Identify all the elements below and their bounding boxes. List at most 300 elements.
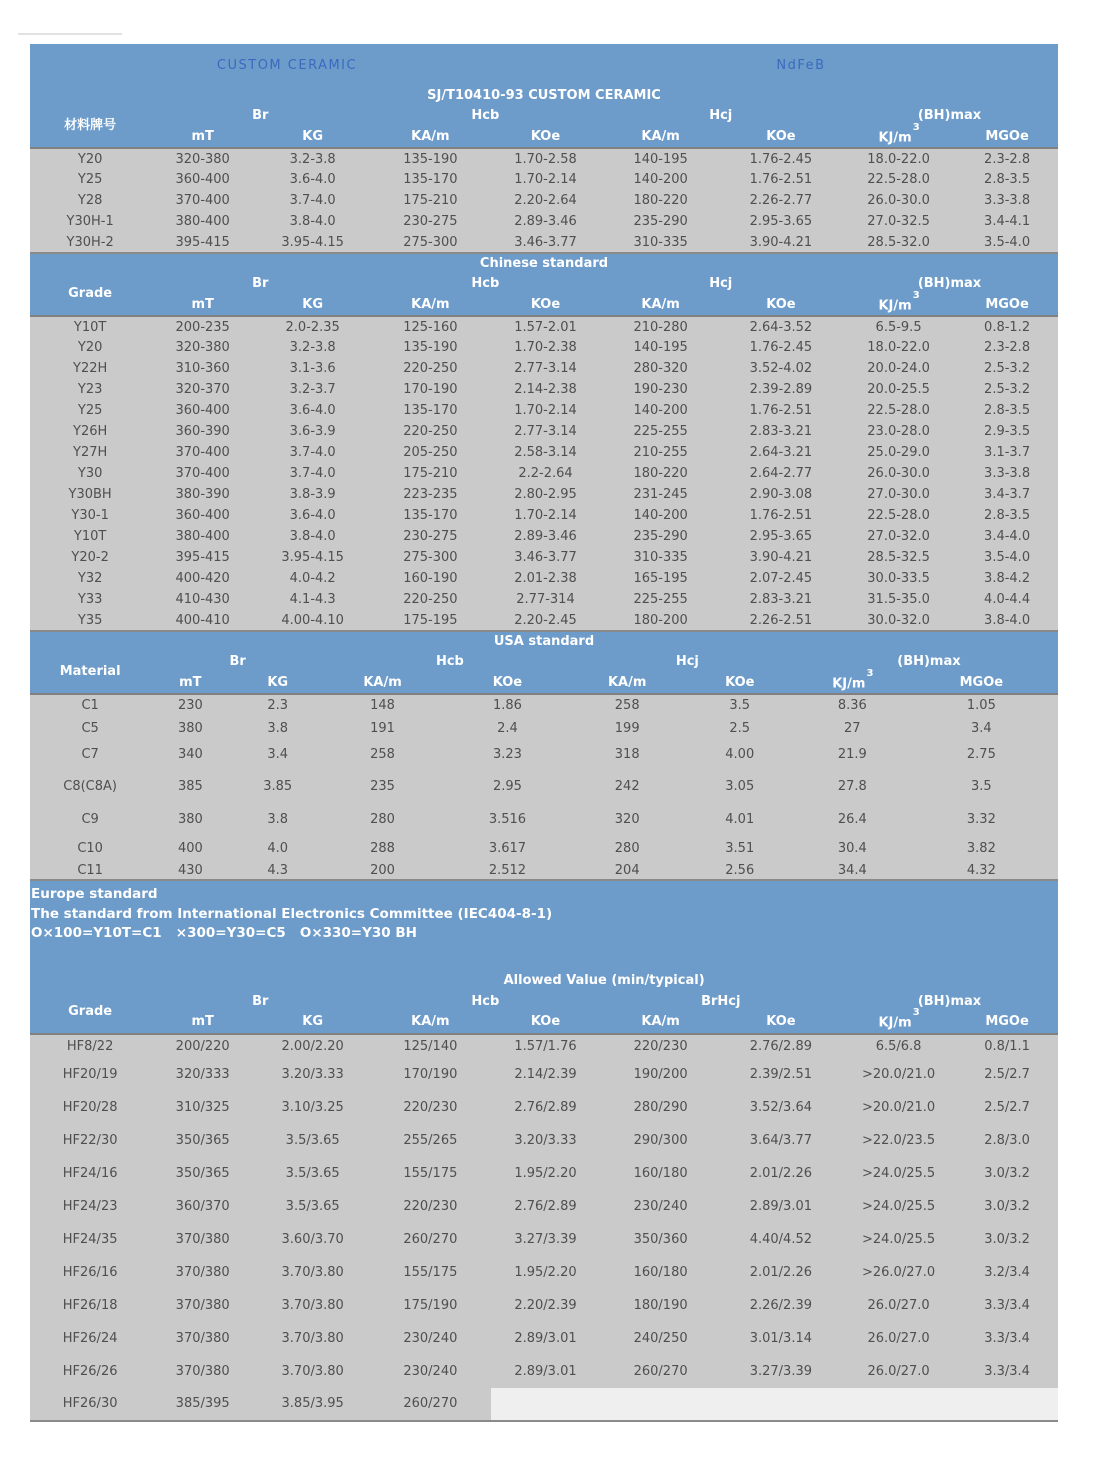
data-cell: 3.4 (905, 716, 1058, 740)
data-cell: 3.5/3.65 (255, 1124, 370, 1157)
data-cell: Y20 (30, 148, 150, 169)
data-cell: 2.3-2.8 (956, 148, 1058, 169)
table-row (30, 610, 1058, 631)
data-cell: 148 (325, 694, 440, 716)
data-cell: 26.0/27.0 (841, 1322, 956, 1355)
group-header-hcj: Hcj (600, 106, 841, 127)
group-header-brhcj: BrHcj (600, 992, 841, 1013)
data-cell: 3.5/3.65 (255, 1157, 370, 1190)
unit-header-kam: KA/m (600, 1013, 720, 1034)
ndfeb-link[interactable]: NdFeB (776, 57, 826, 73)
data-cell: 3.5-4.0 (956, 232, 1058, 253)
data-cell: 220/230 (600, 1034, 720, 1058)
table-row (30, 1289, 1058, 1322)
data-cell: 190/200 (600, 1058, 720, 1091)
data-cell: 220/230 (370, 1190, 490, 1223)
data-cell: 2.5 (680, 716, 800, 740)
data-cell: 3.70/3.80 (255, 1256, 370, 1289)
data-cell: 140-200 (600, 169, 720, 190)
data-cell: 2.00/2.20 (255, 1034, 370, 1058)
data-cell: HF24/23 (30, 1190, 150, 1223)
data-cell: 2.14-2.38 (491, 379, 601, 400)
table-title: Chinese standard (30, 254, 1058, 274)
data-cell: 3.10/3.25 (255, 1091, 370, 1124)
data-cell: Y30H-2 (30, 232, 150, 253)
table-sjt10410-custom-ceramic (30, 86, 1058, 254)
table-row (30, 400, 1058, 421)
data-cell: 400-420 (150, 568, 255, 589)
data-cell: 26.0-30.0 (841, 190, 956, 211)
data-cell: 3.3/3.4 (956, 1355, 1058, 1388)
data-cell: 3.6-4.0 (255, 400, 370, 421)
unit-header-koe: KOe (491, 127, 601, 148)
data-cell: 4.3 (230, 862, 325, 880)
data-cell: 370-400 (150, 190, 255, 211)
data-cell: Y26H (30, 421, 150, 442)
data-cell: >24.0/25.5 (841, 1223, 956, 1256)
data-cell: 3.8 (230, 716, 325, 740)
data-cell: 180-200 (600, 610, 720, 631)
empty-cell (721, 1388, 841, 1421)
data-cell: 370-400 (150, 463, 255, 484)
data-cell: 1.05 (905, 694, 1058, 716)
data-cell: 3.90-4.21 (721, 547, 841, 568)
data-cell: 1.57/1.76 (491, 1034, 601, 1058)
data-cell: 3.95-4.15 (255, 547, 370, 568)
top-nav-left (30, 44, 544, 86)
group-header-hcb: Hcb (370, 106, 600, 127)
data-cell: 3.6-4.0 (255, 169, 370, 190)
table-chinese-standard (30, 254, 1058, 632)
data-cell: 395-415 (150, 232, 255, 253)
data-cell: HF22/30 (30, 1124, 150, 1157)
data-cell: 370/380 (150, 1355, 255, 1388)
table-usa-standard (30, 632, 1058, 881)
data-cell: 2.89/3.01 (491, 1322, 601, 1355)
data-cell: 3.4-4.1 (956, 211, 1058, 232)
data-cell: 0.8/1.1 (956, 1034, 1058, 1058)
table-row (30, 862, 1058, 880)
unit-header-kjm3: $KJ/m^3$ (841, 127, 956, 148)
data-cell: 3.4 (230, 740, 325, 768)
table-row (30, 337, 1058, 358)
data-cell: 3.0/3.2 (956, 1157, 1058, 1190)
unit-header-koe: KOe (721, 1013, 841, 1034)
data-cell: 27.0-30.0 (841, 484, 956, 505)
data-cell: 3.1-3.6 (255, 358, 370, 379)
unit-header-mgoe: MGOe (956, 127, 1058, 148)
unit-header-kjm3: $KJ/m^3$ (841, 295, 956, 316)
data-cell: 8.36 (800, 694, 905, 716)
data-cell: 3.2-3.8 (255, 337, 370, 358)
data-cell: 430 (150, 862, 230, 880)
data-cell: 2.20/2.39 (491, 1289, 601, 1322)
data-cell: 1.76-2.45 (721, 148, 841, 169)
data-cell: 2.77-3.14 (491, 421, 601, 442)
table-allowed-value (30, 972, 1058, 1422)
data-cell: 3.85 (230, 768, 325, 804)
data-cell: 3.95-4.15 (255, 232, 370, 253)
unit-header-kg: KG (230, 673, 325, 694)
data-cell: 170-190 (370, 379, 490, 400)
data-cell: C8(C8A) (30, 768, 150, 804)
data-cell: 205-250 (370, 442, 490, 463)
data-cell: 2.76/2.89 (721, 1034, 841, 1058)
data-cell: 180-220 (600, 463, 720, 484)
data-cell: Y30BH (30, 484, 150, 505)
data-cell: 350/360 (600, 1223, 720, 1256)
table-row (30, 1034, 1058, 1058)
data-cell: 395-415 (150, 547, 255, 568)
data-cell: HF20/19 (30, 1058, 150, 1091)
data-cell: >26.0/27.0 (841, 1256, 956, 1289)
unit-header-koe: KOe (721, 295, 841, 316)
data-cell: 3.70/3.80 (255, 1322, 370, 1355)
table-title: USA standard (30, 632, 1058, 652)
table-row (30, 1223, 1058, 1256)
data-cell: 22.5-28.0 (841, 400, 956, 421)
group-header-hcb: Hcb (325, 652, 575, 673)
table-row (30, 484, 1058, 505)
data-cell: HF26/18 (30, 1289, 150, 1322)
data-cell: 240/250 (600, 1322, 720, 1355)
data-cell: 3.5-4.0 (956, 547, 1058, 568)
data-cell: 175/190 (370, 1289, 490, 1322)
data-cell: 385/395 (150, 1388, 255, 1421)
data-cell: 225-255 (600, 589, 720, 610)
data-cell: 180/190 (600, 1289, 720, 1322)
data-cell: 191 (325, 716, 440, 740)
table-row (30, 232, 1058, 253)
data-cell: 2.8-3.5 (956, 505, 1058, 526)
data-cell: >20.0/21.0 (841, 1091, 956, 1124)
data-cell: 180-220 (600, 190, 720, 211)
data-cell: 3.5/3.65 (255, 1190, 370, 1223)
top-nav-right (544, 44, 1058, 86)
data-cell: >24.0/25.5 (841, 1190, 956, 1223)
data-cell: 2.64-3.21 (721, 442, 841, 463)
data-cell: 200/220 (150, 1034, 255, 1058)
data-cell: 2.5/2.7 (956, 1091, 1058, 1124)
data-cell: 235-290 (600, 526, 720, 547)
data-cell: 3.20/3.33 (491, 1124, 601, 1157)
data-cell: Y25 (30, 169, 150, 190)
data-cell: 18.0-22.0 (841, 148, 956, 169)
data-cell: 310-335 (600, 232, 720, 253)
data-cell: 235 (325, 768, 440, 804)
data-cell: C1 (30, 694, 150, 716)
data-cell: 4.0-4.4 (956, 589, 1058, 610)
data-cell: 2.95-3.65 (721, 211, 841, 232)
group-header-bhmax: (BH)max (841, 274, 1058, 295)
data-cell: 3.2/3.4 (956, 1256, 1058, 1289)
data-cell: 288 (325, 834, 440, 862)
data-cell: 370-400 (150, 442, 255, 463)
data-cell: 231-245 (600, 484, 720, 505)
data-cell: 175-195 (370, 610, 490, 631)
data-cell: 20.0-25.5 (841, 379, 956, 400)
data-cell: 26.0/27.0 (841, 1355, 956, 1388)
data-cell: Y32 (30, 568, 150, 589)
table-row (30, 834, 1058, 862)
data-cell: 350/365 (150, 1157, 255, 1190)
data-cell: 220/230 (370, 1091, 490, 1124)
data-cell: 400 (150, 834, 230, 862)
data-cell: 1.76-2.51 (721, 400, 841, 421)
data-cell: 260/270 (370, 1223, 490, 1256)
data-cell: 3.5 (905, 768, 1058, 804)
table-row (30, 211, 1058, 232)
data-cell: Y33 (30, 589, 150, 610)
data-cell: 3.0/3.2 (956, 1190, 1058, 1223)
data-cell: 360/370 (150, 1190, 255, 1223)
data-cell: 27 (800, 716, 905, 740)
table-row (30, 358, 1058, 379)
data-cell: 3.8 (230, 804, 325, 834)
group-header-bhmax: (BH)max (841, 992, 1058, 1013)
data-cell: 210-255 (600, 442, 720, 463)
data-cell: 26.0/27.0 (841, 1289, 956, 1322)
data-cell: 230-275 (370, 211, 490, 232)
data-cell: 1.86 (440, 694, 575, 716)
data-cell: 1.70-2.14 (491, 169, 601, 190)
column-header-material: Material (30, 652, 150, 694)
data-cell: 140-195 (600, 148, 720, 169)
data-cell: 125-160 (370, 316, 490, 337)
group-header-hcj: Hcj (575, 652, 800, 673)
data-cell: Y35 (30, 610, 150, 631)
group-header-br: Br (150, 652, 325, 673)
data-cell: 380-400 (150, 211, 255, 232)
data-cell: HF26/16 (30, 1256, 150, 1289)
data-cell: HF26/30 (30, 1388, 150, 1421)
data-cell: 2.77-314 (491, 589, 601, 610)
data-cell: 3.52-4.02 (721, 358, 841, 379)
data-cell: 210-280 (600, 316, 720, 337)
data-cell: 3.20/3.33 (255, 1058, 370, 1091)
group-header-br: Br (150, 274, 370, 295)
data-cell: 3.52/3.64 (721, 1091, 841, 1124)
data-cell: 1.70-2.58 (491, 148, 601, 169)
data-cell: Y23 (30, 379, 150, 400)
data-cell: 135-170 (370, 400, 490, 421)
data-cell: Y10T (30, 316, 150, 337)
data-cell: 4.01 (680, 804, 800, 834)
data-cell: 30.4 (800, 834, 905, 862)
page-top-artifact-line (18, 33, 122, 35)
data-cell: 1.76-2.45 (721, 337, 841, 358)
data-cell: HF20/28 (30, 1091, 150, 1124)
data-cell: 350/365 (150, 1124, 255, 1157)
unit-header-mt: mT (150, 127, 255, 148)
data-cell: C5 (30, 716, 150, 740)
unit-header-kam: KA/m (575, 673, 680, 694)
europe-standard-description: The standard from International Electronics Committee (IEC404-8-1) (31, 905, 553, 922)
data-cell: 3.46-3.77 (491, 547, 601, 568)
data-cell: 260/270 (370, 1388, 490, 1421)
data-cell: 3.90-4.21 (721, 232, 841, 253)
data-cell: 2.8-3.5 (956, 400, 1058, 421)
data-cell: 3.32 (905, 804, 1058, 834)
data-cell: 27.0-32.5 (841, 211, 956, 232)
column-header-grade: Grade (30, 274, 150, 316)
data-cell: 20.0-24.0 (841, 358, 956, 379)
data-cell: >22.0/23.5 (841, 1124, 956, 1157)
data-cell: 2.39-2.89 (721, 379, 841, 400)
data-cell: 230/240 (370, 1355, 490, 1388)
data-cell: 380-400 (150, 526, 255, 547)
unit-header-kg: KG (255, 1013, 370, 1034)
data-cell: 1.95/2.20 (491, 1157, 601, 1190)
data-cell: 2.77-3.14 (491, 358, 601, 379)
data-cell: 4.32 (905, 862, 1058, 880)
data-cell: 135-170 (370, 169, 490, 190)
data-cell: 3.46-3.77 (491, 232, 601, 253)
table-row (30, 190, 1058, 211)
data-cell: 370/380 (150, 1256, 255, 1289)
data-cell: 223-235 (370, 484, 490, 505)
unit-header-koe: KOe (491, 295, 601, 316)
data-cell: 18.0-22.0 (841, 337, 956, 358)
data-cell: 2.64-3.52 (721, 316, 841, 337)
europe-standard-heading: Europe standard (31, 886, 158, 902)
data-cell: 2.58-3.14 (491, 442, 601, 463)
table-row (30, 1157, 1058, 1190)
data-cell: 21.9 (800, 740, 905, 768)
data-cell: 410-430 (150, 589, 255, 610)
unit-header-mgoe: MGOe (956, 1013, 1058, 1034)
data-cell: 3.8-4.0 (255, 526, 370, 547)
table-row (30, 1322, 1058, 1355)
data-cell: 160-190 (370, 568, 490, 589)
data-cell: 2.01/2.26 (721, 1157, 841, 1190)
data-cell: 140-200 (600, 400, 720, 421)
data-cell: 3.7-4.0 (255, 442, 370, 463)
table-row (30, 547, 1058, 568)
data-cell: 370/380 (150, 1289, 255, 1322)
data-cell: 2.89-3.46 (491, 526, 601, 547)
data-cell: 280/290 (600, 1091, 720, 1124)
custom-ceramic-link[interactable]: CUSTOM CERAMIC (216, 57, 358, 73)
data-cell: HF24/16 (30, 1157, 150, 1190)
data-cell: 360-400 (150, 505, 255, 526)
table-row (30, 526, 1058, 547)
data-cell: 3.82 (905, 834, 1058, 862)
data-cell: >20.0/21.0 (841, 1058, 956, 1091)
page-content (30, 44, 1058, 1422)
data-cell: 3.3/3.4 (956, 1289, 1058, 1322)
data-cell: 258 (575, 694, 680, 716)
data-cell: 28.5-32.0 (841, 232, 956, 253)
data-cell: 275-300 (370, 547, 490, 568)
data-cell: 200-235 (150, 316, 255, 337)
data-cell: 204 (575, 862, 680, 880)
data-cell: 170/190 (370, 1058, 490, 1091)
unit-header-koe: KOe (440, 673, 575, 694)
data-cell: 2.26/2.39 (721, 1289, 841, 1322)
unit-header-kg: KG (255, 127, 370, 148)
data-cell: 3.1-3.7 (956, 442, 1058, 463)
data-cell: 2.20-2.45 (491, 610, 601, 631)
data-cell: 3.7-4.0 (255, 190, 370, 211)
data-cell: 3.2-3.8 (255, 148, 370, 169)
data-cell: 135-190 (370, 148, 490, 169)
table-row (30, 768, 1058, 804)
data-cell: 400-410 (150, 610, 255, 631)
data-cell: 155/175 (370, 1256, 490, 1289)
data-cell: 320/333 (150, 1058, 255, 1091)
unit-header-mt: mT (150, 1013, 255, 1034)
data-cell: 2.26-2.77 (721, 190, 841, 211)
data-cell: 1.95/2.20 (491, 1256, 601, 1289)
data-cell: 2.56 (680, 862, 800, 880)
data-cell: 3.23 (440, 740, 575, 768)
data-cell: 2.3 (230, 694, 325, 716)
data-cell: Y30-1 (30, 505, 150, 526)
data-cell: 1.70-2.14 (491, 400, 601, 421)
unit-header-kam: KA/m (600, 295, 720, 316)
table-row (30, 1256, 1058, 1289)
data-cell: 230/240 (600, 1190, 720, 1223)
data-cell: 3.4-4.0 (956, 526, 1058, 547)
data-cell: 2.95-3.65 (721, 526, 841, 547)
data-cell: 200 (325, 862, 440, 880)
unit-header-koe: KOe (491, 1013, 601, 1034)
data-cell: 0.8-1.2 (956, 316, 1058, 337)
group-header-hcj: Hcj (600, 274, 841, 295)
data-cell: >24.0/25.5 (841, 1157, 956, 1190)
table-row (30, 169, 1058, 190)
data-cell: 2.39/2.51 (721, 1058, 841, 1091)
data-cell: HF26/26 (30, 1355, 150, 1388)
data-cell: 2.76/2.89 (491, 1091, 601, 1124)
table-row (30, 421, 1058, 442)
data-cell: 4.1-4.3 (255, 589, 370, 610)
data-cell: 2.80-2.95 (491, 484, 601, 505)
empty-cell (956, 1388, 1058, 1421)
unit-header-kam: KA/m (370, 295, 490, 316)
unit-header-kjm3: $KJ/m^3$ (800, 673, 905, 694)
unit-header-kam: KA/m (325, 673, 440, 694)
unit-header-kjm3: $KJ/m^3$ (841, 1013, 956, 1034)
data-cell: 1.76-2.51 (721, 505, 841, 526)
group-header-br: Br (150, 992, 370, 1013)
data-cell: 280 (575, 834, 680, 862)
data-cell: Y20 (30, 337, 150, 358)
data-cell: 2.89-3.46 (491, 211, 601, 232)
data-cell: 3.85/3.95 (255, 1388, 370, 1421)
data-cell: 3.60/3.70 (255, 1223, 370, 1256)
data-cell: 140-200 (600, 505, 720, 526)
column-header-grade: Grade (30, 992, 150, 1034)
data-cell: 3.8-3.9 (255, 484, 370, 505)
unit-header-mt: mT (150, 673, 230, 694)
data-cell: 199 (575, 716, 680, 740)
data-cell: 380 (150, 804, 230, 834)
data-cell: 27.8 (800, 768, 905, 804)
unit-header-mt: mT (150, 295, 255, 316)
table-row (30, 694, 1058, 716)
data-cell: 2.5-3.2 (956, 358, 1058, 379)
data-cell: C7 (30, 740, 150, 768)
data-cell: C9 (30, 804, 150, 834)
data-cell: 2.01/2.26 (721, 1256, 841, 1289)
data-cell: 3.0/3.2 (956, 1223, 1058, 1256)
data-cell: 1.57-2.01 (491, 316, 601, 337)
data-cell: 220-250 (370, 589, 490, 610)
data-cell: 310-360 (150, 358, 255, 379)
data-cell: 2.20-2.64 (491, 190, 601, 211)
